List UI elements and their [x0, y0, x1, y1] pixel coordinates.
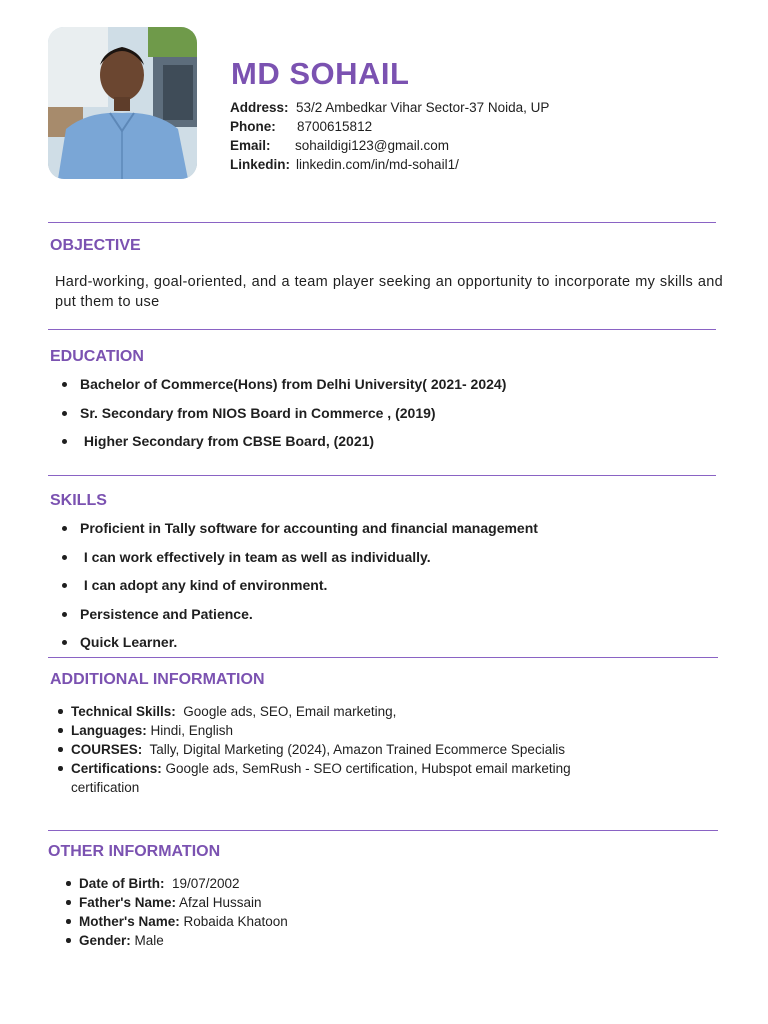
- other-info-item: [48, 931, 548, 950]
- additional-info-value: Tally, Digital Marketing (2024), Amazon Trained Ecommerce Specialis: [142, 742, 565, 757]
- additional-info-item: [48, 702, 638, 721]
- profile-photo: [48, 27, 197, 179]
- other-info-key: Mother's Name:: [79, 914, 180, 929]
- additional-info-value: Google ads, SEO, Email marketing,: [175, 704, 397, 719]
- phone-value: 8700615812: [297, 119, 373, 134]
- additional-info-key: Certifications:: [71, 761, 162, 776]
- linkedin-row: [230, 155, 710, 174]
- contact-block: [230, 98, 710, 174]
- other-info-item: [48, 912, 548, 931]
- other-info-item: [48, 874, 548, 893]
- education-item: Higher Secondary from CBSE Board, (2021): [50, 431, 710, 460]
- skill-item: Quick Learner.: [50, 632, 710, 661]
- phone-label: Phone:: [230, 119, 276, 134]
- skill-item: I can work effectively in team as well as individually.: [50, 547, 710, 576]
- additional-info-item: [48, 721, 638, 740]
- other-info-key: Date of Birth:: [79, 876, 165, 891]
- education-heading: EDUCATION: [50, 348, 144, 365]
- address-value: 53/2 Ambedkar Vihar Sector-37 Noida, UP: [296, 100, 550, 115]
- other-info-list: [48, 874, 548, 950]
- divider-1: [48, 222, 716, 223]
- email-row: [230, 136, 710, 155]
- additional-info-key: Technical Skills:: [71, 704, 176, 719]
- email-label: Email:: [230, 138, 271, 153]
- divider-5: [48, 830, 718, 831]
- skill-item: Persistence and Patience.: [50, 604, 710, 633]
- education-item: Sr. Secondary from NIOS Board in Commerce , (2019): [50, 403, 710, 432]
- other-info-value: Male: [130, 933, 164, 948]
- other-info-value: 19/07/2002: [164, 876, 240, 891]
- skill-item: I can adopt any kind of environment.: [50, 575, 710, 604]
- education-list: [50, 374, 710, 460]
- other-info-heading: OTHER INFORMATION: [48, 843, 221, 860]
- objective-text: Hard-working, goal-oriented, and a team player seeking an opportunity to incorporate my skills and put them to use: [55, 274, 723, 310]
- skill-item: Proficient in Tally software for accounting and financial management: [50, 518, 710, 547]
- divider-3: [48, 475, 716, 476]
- additional-info-heading: ADDITIONAL INFORMATION: [50, 671, 265, 688]
- additional-info-key: Languages:: [71, 723, 147, 738]
- phone-row: [230, 117, 710, 136]
- other-info-key: Gender:: [79, 933, 131, 948]
- additional-info-key: COURSES:: [71, 742, 143, 757]
- linkedin-link[interactable]: linkedin.com/in/md-sohail1/: [296, 157, 459, 172]
- other-info-item: [48, 893, 548, 912]
- other-info-key: Father's Name:: [79, 895, 176, 910]
- additional-info-list: [48, 702, 638, 797]
- address-row: [230, 98, 710, 117]
- objective-heading: OBJECTIVE: [50, 237, 141, 254]
- candidate-name: MD SOHAIL: [231, 56, 410, 91]
- address-label: Address:: [230, 100, 289, 115]
- additional-info-item: [48, 740, 638, 759]
- email-link[interactable]: sohaildigi123@gmail.com: [295, 138, 450, 153]
- linkedin-label: Linkedin:: [230, 157, 290, 172]
- other-info-value: Afzal Hussain: [176, 895, 262, 910]
- skills-list: [50, 518, 710, 661]
- divider-4: [48, 657, 718, 658]
- additional-info-value: Google ads, SemRush - SEO certification, Hubspot email marketing certification: [71, 761, 575, 795]
- divider-2: [48, 329, 716, 330]
- education-item: Bachelor of Commerce(Hons) from Delhi University( 2021- 2024): [50, 374, 710, 403]
- other-info-value: Robaida Khatoon: [179, 914, 288, 929]
- skills-heading: SKILLS: [50, 492, 107, 509]
- additional-info-value: Hindi, English: [146, 723, 234, 738]
- additional-info-item: [48, 759, 638, 797]
